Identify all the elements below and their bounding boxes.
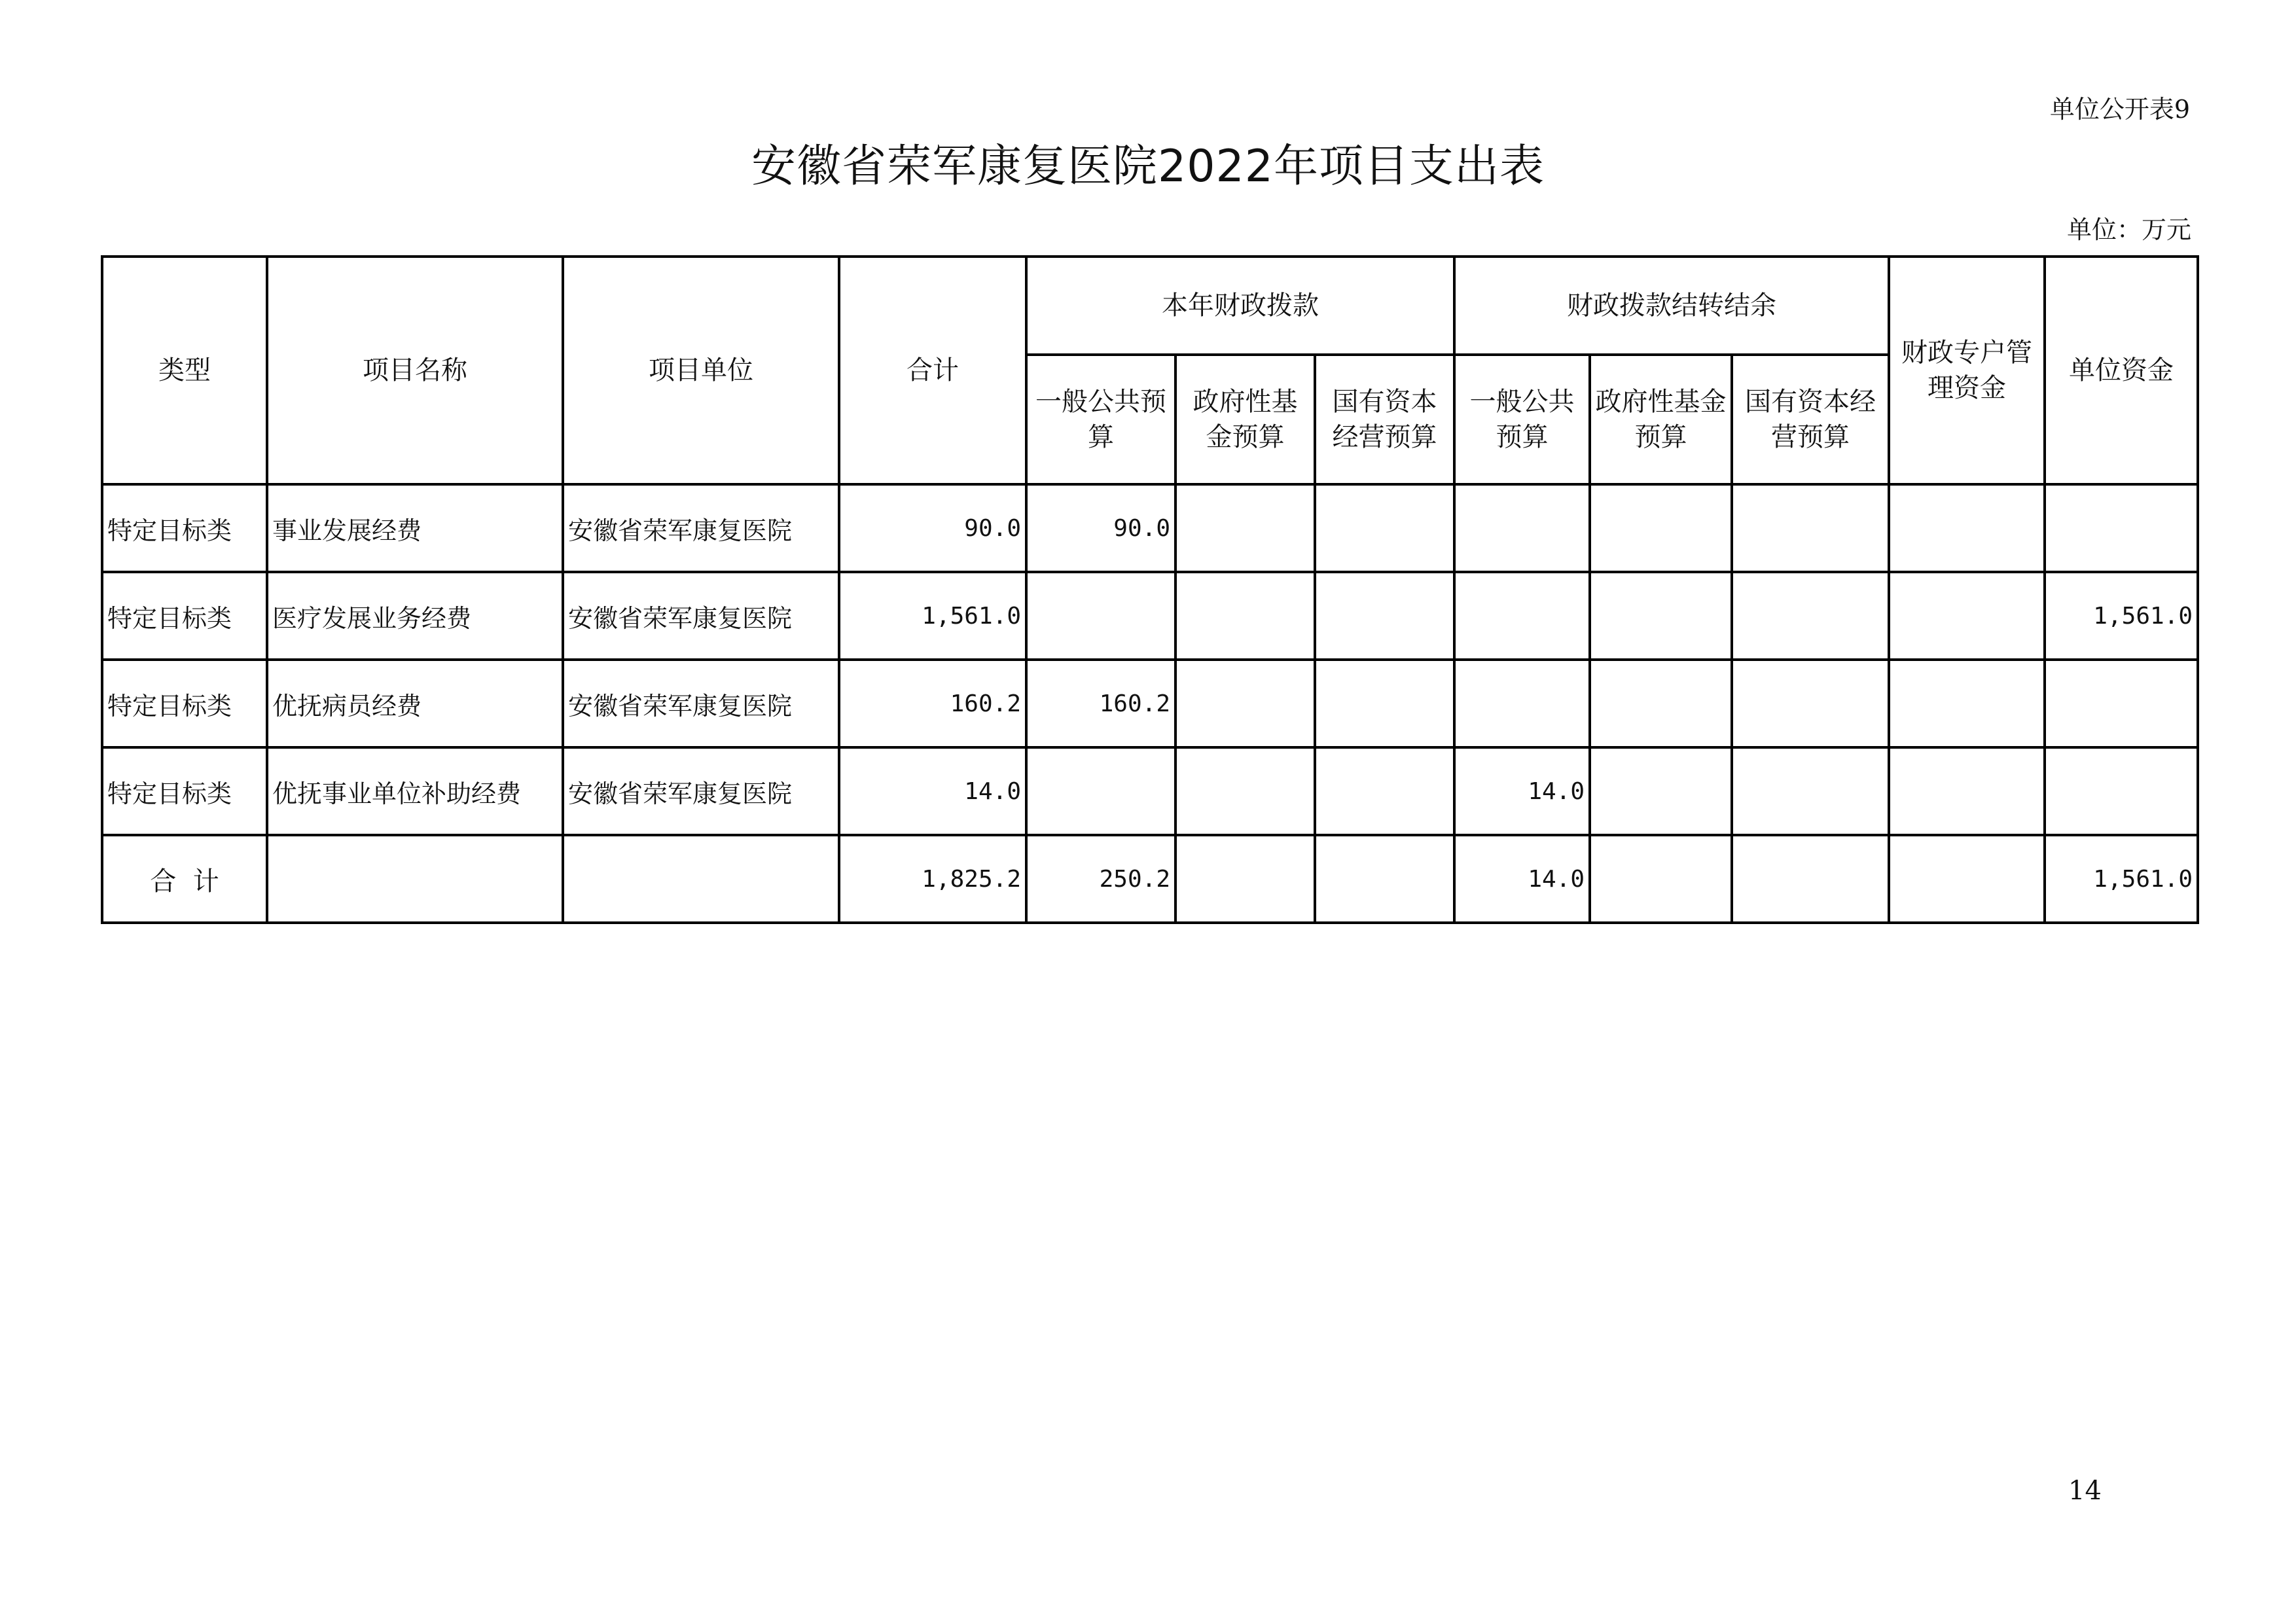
- cell-co-state-capital: [1732, 484, 1889, 572]
- group-header-current-year-appropriation: 本年财政拨款: [1026, 257, 1454, 355]
- col-header-project-unit: 项目单位: [563, 257, 839, 484]
- col-header-co-general-budget: 一般公共预算: [1454, 355, 1590, 484]
- table-row: [102, 747, 2198, 835]
- cell-co-general: 14.0: [1454, 747, 1590, 835]
- col-header-total: 合计: [839, 257, 1026, 484]
- col-header-cy-state-capital-budget: 国有资本经营预算: [1315, 355, 1454, 484]
- cell-co-gov-fund: [1590, 572, 1732, 660]
- table-row: [102, 660, 2198, 747]
- col-header-cy-general-budget: 一般公共预算: [1026, 355, 1175, 484]
- cell-special-fund: [1889, 747, 2045, 835]
- total-row: [102, 835, 2198, 923]
- cell-cy-state-capital: [1315, 835, 1454, 923]
- cell-cy-gov-fund: [1175, 835, 1315, 923]
- cell-total: 1,825.2: [839, 835, 1026, 923]
- cell-total: 90.0: [839, 484, 1026, 572]
- col-header-special-account-fund: 财政专户管理资金: [1889, 257, 2045, 484]
- col-header-unit-fund: 单位资金: [2045, 257, 2198, 484]
- cell-project-unit: [563, 835, 839, 923]
- cell-co-state-capital: [1732, 660, 1889, 747]
- cell-co-gov-fund: [1590, 484, 1732, 572]
- cell-project-name: 优抚事业单位补助经费: [267, 747, 563, 835]
- cell-cy-general: 250.2: [1026, 835, 1175, 923]
- cell-unit-fund: 1,561.0: [2045, 572, 2198, 660]
- cell-project-unit: 安徽省荣军康复医院: [563, 572, 839, 660]
- cell-co-general: [1454, 484, 1590, 572]
- cell-unit-fund: [2045, 660, 2198, 747]
- cell-cy-gov-fund: [1175, 484, 1315, 572]
- cell-cy-general: [1026, 572, 1175, 660]
- col-header-type: 类型: [102, 257, 267, 484]
- project-expenditure-table: [101, 255, 2199, 924]
- col-header-co-gov-fund-budget: 政府性基金预算: [1590, 355, 1732, 484]
- cell-co-state-capital: [1732, 572, 1889, 660]
- cell-cy-state-capital: [1315, 660, 1454, 747]
- cell-co-gov-fund: [1590, 835, 1732, 923]
- cell-unit-fund: [2045, 747, 2198, 835]
- cell-special-fund: [1889, 835, 2045, 923]
- cell-project-name: [267, 835, 563, 923]
- cell-unit-fund: [2045, 484, 2198, 572]
- cell-co-general: [1454, 660, 1590, 747]
- cell-project-name: 医疗发展业务经费: [267, 572, 563, 660]
- cell-total: 14.0: [839, 747, 1026, 835]
- cell-cy-gov-fund: [1175, 572, 1315, 660]
- page-title: 安徽省荣军康复医院2022年项目支出表: [751, 141, 1545, 192]
- cell-co-state-capital: [1732, 747, 1889, 835]
- cell-project-name: 事业发展经费: [267, 484, 563, 572]
- cell-total: 1,561.0: [839, 572, 1026, 660]
- cell-cy-gov-fund: [1175, 747, 1315, 835]
- table-row: [102, 572, 2198, 660]
- col-header-project-name: 项目名称: [267, 257, 563, 484]
- col-header-cy-gov-fund-budget: 政府性基金预算: [1175, 355, 1315, 484]
- cell-cy-state-capital: [1315, 572, 1454, 660]
- col-header-co-state-capital-budget: 国有资本经营预算: [1732, 355, 1889, 484]
- cell-cy-gov-fund: [1175, 660, 1315, 747]
- cell-cy-general: 160.2: [1026, 660, 1175, 747]
- cell-co-state-capital: [1732, 835, 1889, 923]
- cell-cy-general: [1026, 747, 1175, 835]
- cell-total: 160.2: [839, 660, 1026, 747]
- cell-project-unit: 安徽省荣军康复医院: [563, 747, 839, 835]
- cell-type: 特定目标类: [102, 484, 267, 572]
- cell-cy-state-capital: [1315, 747, 1454, 835]
- cell-special-fund: [1889, 660, 2045, 747]
- header-row-1: [102, 257, 2198, 355]
- cell-special-fund: [1889, 484, 2045, 572]
- cell-co-gov-fund: [1590, 660, 1732, 747]
- cell-co-gov-fund: [1590, 747, 1732, 835]
- cell-type: 特定目标类: [102, 572, 267, 660]
- cell-co-general: 14.0: [1454, 835, 1590, 923]
- unit-note: 单位：万元: [2066, 215, 2191, 244]
- cell-cy-general: 90.0: [1026, 484, 1175, 572]
- cell-co-general: [1454, 572, 1590, 660]
- cell-project-name: 优抚病员经费: [267, 660, 563, 747]
- cell-unit-fund: 1,561.0: [2045, 835, 2198, 923]
- cell-project-unit: 安徽省荣军康复医院: [563, 484, 839, 572]
- group-header-carryover-balance: 财政拨款结转结余: [1454, 257, 1889, 355]
- cell-type: 特定目标类: [102, 747, 267, 835]
- table-row: [102, 484, 2198, 572]
- cell-project-unit: 安徽省荣军康复医院: [563, 660, 839, 747]
- cell-type: 特定目标类: [102, 660, 267, 747]
- cell-cy-state-capital: [1315, 484, 1454, 572]
- form-number: 单位公开表9: [2049, 95, 2190, 124]
- page-number: 14: [2068, 1476, 2102, 1506]
- cell-special-fund: [1889, 572, 2045, 660]
- total-label: 合 计: [102, 835, 267, 923]
